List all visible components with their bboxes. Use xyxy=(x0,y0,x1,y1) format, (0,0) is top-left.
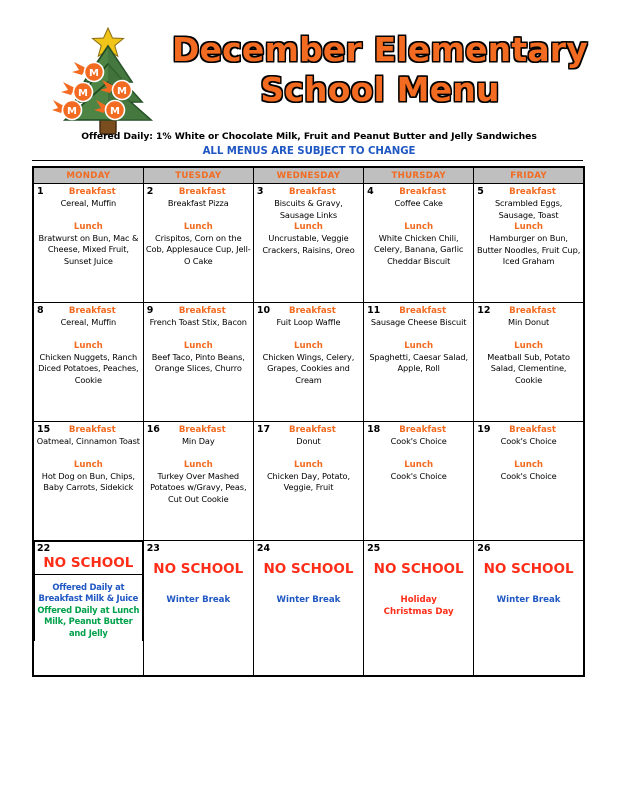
day-number: 2 xyxy=(146,186,154,197)
page-title-line-1: December Elementary xyxy=(172,30,588,69)
day-number: 1 xyxy=(37,186,44,197)
offered-lunch-line-3: and Jelly xyxy=(68,627,108,638)
day-cell[interactable] xyxy=(253,184,363,303)
breakfast-items: Biscuits & Gravy, Sausage Links xyxy=(274,198,343,220)
day-cell[interactable] xyxy=(33,422,143,541)
day-number: 24 xyxy=(256,543,271,554)
day-number: 16 xyxy=(146,424,160,435)
menu-calendar-table xyxy=(32,166,585,677)
breakfast-label: Breakfast xyxy=(68,425,116,435)
day-number: 15 xyxy=(37,424,51,435)
svg-text:M: M xyxy=(78,88,88,99)
day-cell[interactable] xyxy=(143,303,253,422)
day-header-thursday: THURSDAY xyxy=(364,167,474,184)
no-school-box xyxy=(34,541,143,575)
meal-spacer xyxy=(476,448,581,459)
lunch-label: Lunch xyxy=(183,340,213,351)
status-badge: NO SCHOOL xyxy=(483,561,574,577)
lunch-items: Meatball Sub, Potato Salad, Clementine, Cookie xyxy=(487,351,570,385)
meal-spacer xyxy=(146,210,251,221)
day-number: 5 xyxy=(477,186,484,197)
break-note: Winter Break xyxy=(496,595,561,605)
day-cell[interactable] xyxy=(253,541,363,677)
breakfast-items: Min Day xyxy=(181,436,215,446)
status-badge: NO SCHOOL xyxy=(263,561,354,577)
svg-text:M: M xyxy=(110,106,120,117)
lunch-items: Cook's Choice xyxy=(390,470,447,481)
christmas-tree-icon xyxy=(52,24,164,138)
day-cell[interactable] xyxy=(474,184,584,303)
day-number: 4 xyxy=(367,186,374,197)
break-note: Winter Break xyxy=(276,595,341,605)
lunch-items: Cook's Choice xyxy=(500,470,557,481)
day-cell[interactable] xyxy=(474,541,584,677)
day-number: 8 xyxy=(37,305,44,316)
lunch-label: Lunch xyxy=(73,340,103,351)
svg-text:M: M xyxy=(89,68,99,79)
calendar-week-row xyxy=(33,541,584,677)
lunch-items: Bratwurst on Bun, Mac & Cheese, Mixed Fruit, Sunset Juice xyxy=(38,232,139,266)
day-header-tuesday: TUESDAY xyxy=(143,167,253,184)
breakfast-label: Breakfast xyxy=(399,306,447,316)
meal-spacer xyxy=(256,448,361,459)
breakfast-label: Breakfast xyxy=(289,425,336,435)
breakfast-label: Breakfast xyxy=(289,306,336,316)
day-cell[interactable] xyxy=(33,184,143,303)
meal-spacer xyxy=(146,329,251,340)
meal-spacer xyxy=(476,329,581,340)
day-number: 11 xyxy=(367,305,381,316)
lunch-label: Lunch xyxy=(73,221,103,232)
meal-spacer xyxy=(366,329,471,340)
lunch-items: White Chicken Chili, Celery, Banana, Garlic Cheddar Biscuit xyxy=(373,232,464,266)
lunch-label: Lunch xyxy=(404,459,434,470)
page-title-line-2: School Menu xyxy=(260,70,500,109)
breakfast-items: Min Donut xyxy=(508,317,550,327)
offered-daily-note: Offered Daily: 1% White or Chocolate Milk, Fruit and Peanut Butter and Jelly Sandwiches xyxy=(81,131,537,142)
svg-text:M: M xyxy=(67,106,77,117)
meal-spacer xyxy=(36,210,141,221)
status-badge: NO SCHOOL xyxy=(43,555,134,571)
offered-breakfast-line-1: Offered Daily at xyxy=(52,582,125,592)
holiday-note-line-1: Holiday xyxy=(400,595,437,605)
day-number: 25 xyxy=(367,543,381,554)
day-header-monday: MONDAY xyxy=(33,167,143,184)
meal-spacer xyxy=(36,329,141,340)
page-header xyxy=(0,0,618,168)
day-number: 3 xyxy=(256,186,264,197)
calendar-week-row xyxy=(33,184,584,303)
day-cell[interactable] xyxy=(143,184,253,303)
lunch-items: Beef Taco, Pinto Beans, Orange Slices, Churro xyxy=(151,351,245,373)
day-cell[interactable] xyxy=(143,422,253,541)
breakfast-label: Breakfast xyxy=(289,187,336,197)
day-cell[interactable] xyxy=(253,303,363,422)
lunch-label: Lunch xyxy=(514,222,544,232)
day-header-row xyxy=(33,167,584,184)
calendar-body xyxy=(33,184,584,677)
day-number: 18 xyxy=(367,424,381,435)
day-number: 22 xyxy=(37,543,51,554)
day-number: 9 xyxy=(146,305,154,316)
breakfast-label: Breakfast xyxy=(68,306,116,316)
svg-text:M: M xyxy=(117,86,127,97)
lunch-items: Crispitos, Corn on the Cob, Applesauce Cup, Jell-O Cake xyxy=(145,232,251,266)
breakfast-items: Sausage Cheese Biscuit xyxy=(370,317,467,327)
lunch-label: Lunch xyxy=(183,459,213,470)
holiday-note-line-2: Christmas Day xyxy=(383,606,454,617)
breakfast-items: Coffee Cake xyxy=(394,198,443,208)
breakfast-items: Scrambled Eggs, Sausage, Toast xyxy=(494,198,563,220)
day-cell[interactable] xyxy=(33,303,143,422)
breakfast-items: Fuit Loop Waffle xyxy=(276,317,341,327)
lunch-label: Lunch xyxy=(404,221,434,232)
status-badge: NO SCHOOL xyxy=(153,561,244,577)
breakfast-label: Breakfast xyxy=(178,187,226,197)
day-number: 23 xyxy=(146,543,160,554)
offered-lunch-line-2: Milk, Peanut Butter xyxy=(44,616,133,627)
lunch-items: Chicken Day, Potato, Veggie, Fruit xyxy=(266,470,350,492)
day-number: 26 xyxy=(477,543,491,554)
meal-spacer xyxy=(146,448,251,459)
lunch-items: Hot Dog on Bun, Chips, Baby Carrots, Sidekick xyxy=(41,470,135,492)
meal-spacer xyxy=(366,448,471,459)
menu-calendar xyxy=(32,166,583,677)
breakfast-items: Cook's Choice xyxy=(390,436,447,446)
lunch-items: Chicken Nuggets, Ranch Diced Potatoes, Peaches, Cookie xyxy=(38,351,139,385)
day-cell[interactable] xyxy=(474,422,584,541)
daily-offerings-box xyxy=(34,575,143,641)
breakfast-label: Breakfast xyxy=(509,306,557,316)
header-divider xyxy=(32,160,583,161)
day-number: 17 xyxy=(256,424,271,435)
day-number: 19 xyxy=(477,424,491,435)
breakfast-label: Breakfast xyxy=(178,306,226,316)
breakfast-items: Oatmeal, Cinnamon Toast xyxy=(36,436,140,446)
meal-spacer xyxy=(366,210,471,221)
calendar-week-row xyxy=(33,422,584,541)
day-number: 10 xyxy=(256,305,271,316)
breakfast-label: Breakfast xyxy=(399,425,447,435)
breakfast-items: French Toast Stix, Bacon xyxy=(149,317,247,327)
day-cell[interactable] xyxy=(364,184,474,303)
breakfast-label: Breakfast xyxy=(68,187,116,197)
day-cell[interactable] xyxy=(474,303,584,422)
breakfast-items: Cook's Choice xyxy=(500,436,557,446)
lunch-items: Hamburger on Bun, Butter Noodles, Fruit Cup, Iced Graham xyxy=(476,233,581,266)
break-note: Winter Break xyxy=(166,595,231,605)
breakfast-label: Breakfast xyxy=(178,425,226,435)
breakfast-items: Donut xyxy=(296,436,321,446)
lunch-label: Lunch xyxy=(514,340,544,351)
day-cell[interactable] xyxy=(364,541,474,677)
day-cell[interactable] xyxy=(364,303,474,422)
page-title xyxy=(170,30,590,110)
breakfast-label: Breakfast xyxy=(399,187,447,197)
lunch-label: Lunch xyxy=(404,340,434,351)
breakfast-label: Breakfast xyxy=(509,187,557,197)
offered-lunch-line-1: Offered Daily at Lunch xyxy=(37,604,140,615)
lunch-items: Chicken Wings, Celery, Grapes, Cookies and Cream xyxy=(262,351,355,385)
offered-breakfast-line-2: Breakfast Milk & Juice xyxy=(38,593,139,604)
lunch-items: Spaghetti, Caesar Salad, Apple, Roll xyxy=(369,351,468,373)
meal-spacer xyxy=(36,448,141,459)
breakfast-label: Breakfast xyxy=(509,425,557,435)
day-cell[interactable] xyxy=(253,422,363,541)
status-badge: NO SCHOOL xyxy=(373,561,464,577)
calendar-week-row xyxy=(33,303,584,422)
breakfast-items: Cereal, Muffin xyxy=(60,198,117,208)
lunch-label: Lunch xyxy=(73,459,103,470)
breakfast-items: Breakfast Pizza xyxy=(167,198,229,208)
day-cell[interactable] xyxy=(33,541,143,677)
lunch-items: Turkey Over Mashed Potatoes w/Gravy, Peas, Cut Out Cookie xyxy=(150,470,247,504)
lunch-label: Lunch xyxy=(183,221,213,232)
day-header-wednesday: WEDNESDAY xyxy=(253,167,363,184)
lunch-label: Lunch xyxy=(294,459,323,470)
day-cell[interactable] xyxy=(143,541,253,677)
lunch-label: Lunch xyxy=(294,222,323,232)
day-cell[interactable] xyxy=(364,422,474,541)
day-number: 12 xyxy=(477,305,491,316)
day-header-friday: FRIDAY xyxy=(474,167,584,184)
lunch-items: Uncrustable, Veggie Crackers, Raisins, Oreo xyxy=(262,233,355,255)
breakfast-items: Cereal, Muffin xyxy=(60,317,117,327)
lunch-label: Lunch xyxy=(294,340,323,351)
lunch-label: Lunch xyxy=(514,459,544,470)
subject-to-change-note: ALL MENUS ARE SUBJECT TO CHANGE xyxy=(202,146,416,157)
meal-spacer xyxy=(256,329,361,340)
